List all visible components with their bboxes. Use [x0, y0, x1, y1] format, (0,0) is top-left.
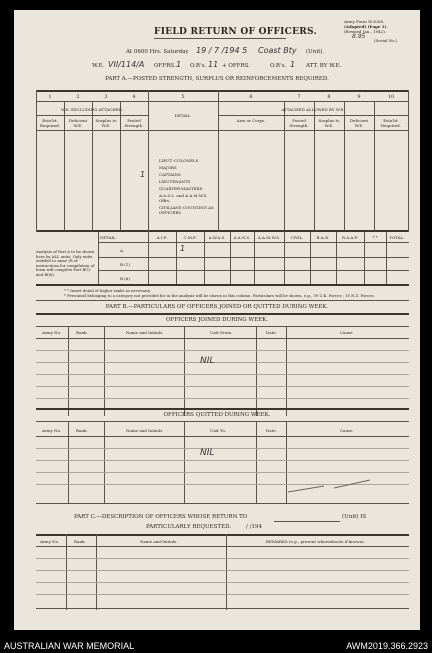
posted-strength-entry: 1	[140, 170, 146, 179]
offrs-entry: 1	[176, 60, 182, 69]
rank-captains: CAPTAINS	[159, 172, 181, 177]
col-border-10	[408, 90, 409, 232]
part-a-heading: PART A.—POSTED STRENGTH, SURPLUS OR REINFORCEMENTS REQUIRED.	[105, 76, 329, 82]
serial-number: 8.95	[352, 33, 366, 40]
analysis-row-b2: B.(ii)	[120, 276, 130, 281]
unit-entry: Coast Bty	[258, 46, 297, 55]
col-number-4: 4	[132, 94, 136, 100]
we-label: W.E.	[92, 63, 105, 69]
date-entry: 19 / 7 /194 5	[196, 46, 248, 55]
analysis-header-other: * *	[372, 235, 378, 240]
part-c-header-rank: Rank.	[74, 539, 86, 544]
jb-col-4	[256, 326, 257, 416]
quitted-header-cause: Cause.	[340, 428, 354, 433]
joined-title-line	[36, 326, 409, 327]
att-label: ATT. BY W.E.	[306, 63, 342, 69]
form-ref-1: Army Form W.3008.	[344, 19, 385, 24]
part-c-header-name: Name and Initials.	[140, 539, 178, 544]
qb-col-2	[104, 421, 105, 503]
qb-rule-3	[36, 472, 409, 473]
we-entry: VII/114/A	[108, 60, 145, 69]
pc-col-3	[226, 534, 227, 610]
quitted-header-line	[36, 436, 409, 437]
pc-rule-4	[36, 594, 409, 595]
part-c-date-blank: / /194	[246, 524, 262, 530]
part-c-top-line	[36, 534, 409, 536]
group-we-excluding: W.E. EXCLUDING ATTACHED.	[60, 107, 124, 112]
quitted-top-line	[36, 408, 409, 410]
analysis-header-raaf: R.A.A.F.	[341, 235, 359, 240]
part-c-header-remarks: REMARKS (e.g., present whereabouts if known).	[266, 539, 365, 544]
ors-entry: 11	[208, 60, 219, 69]
part-c-header-line	[36, 546, 409, 547]
analysis-header-cmf: C.M.F.	[183, 235, 197, 240]
jb-rule-2	[36, 362, 409, 363]
pc-col-2	[96, 534, 97, 610]
pc-rule-1	[36, 558, 409, 559]
analysis-header-ran: R.A.N.	[316, 235, 330, 240]
part-b-heading: PART B.—PARTICULARS OF OFFICERS JOINED OR QUITTED DURING WEEK.	[105, 304, 329, 310]
joined-header-rank: Rank.	[76, 330, 88, 335]
at-line: At 0600 Hrs. Saturday	[126, 49, 189, 55]
quitted-header-date: Date.	[266, 428, 277, 433]
part-a-top-border	[36, 90, 409, 92]
ors-label: O.R's.	[190, 63, 207, 69]
sub-header-1: Esta'bt. Required.	[40, 118, 60, 128]
rank-lieut-colonels: LIEUT.-COLONELS	[159, 158, 199, 163]
sub-header-5: DETAIL.	[174, 113, 192, 118]
col-number-1: 1	[48, 94, 52, 100]
jb-col-3	[184, 326, 185, 416]
jb-rule-4	[36, 386, 409, 387]
pc-rule-3	[36, 582, 409, 583]
note-category: * Personnel belonging to a category not provided for in the analysis will be shown in this column. Particulars will be shown, e.g., 39 U.K. Forces ; 10 N.Z. Forces.	[64, 293, 375, 298]
sub-header-3: Surplus to W.E.	[95, 118, 117, 128]
cmf-entry: 1	[180, 244, 186, 253]
form-sheet	[14, 10, 420, 630]
part-c-unit-blank	[274, 521, 340, 522]
jb-rule-3	[36, 374, 409, 375]
rank-civilians: CIVILIANS COUNTING AS OFFICERS	[159, 205, 214, 215]
joined-nil-entry: NIL	[200, 356, 215, 366]
joined-header-line	[36, 338, 409, 339]
quitted-bottom-line	[36, 503, 409, 504]
sub-header-10: Esta'bt. Required.	[381, 118, 401, 128]
form-ref-3: (Revised Jan., 1942).	[344, 29, 387, 34]
ors2-label: O.R's.	[270, 63, 287, 69]
rank-quarter-masters: QUARTER-MASTERS	[159, 186, 203, 191]
an-col-0	[98, 232, 99, 284]
col-number-5: 5	[181, 94, 185, 100]
jb-col-2	[104, 326, 105, 416]
pc-col-1	[66, 534, 67, 610]
col-number-10: 10	[387, 94, 395, 100]
unit-label: (Unit).	[306, 49, 325, 55]
jb-col-5	[286, 326, 287, 416]
part-c-unit-is: (Unit) IS	[342, 514, 367, 520]
col-border-4	[148, 90, 149, 232]
part-c-bottom-line	[36, 608, 409, 609]
plus-offrs-label: + OFFRS.	[222, 63, 250, 69]
sub-header-9: Deficient W.E.	[349, 118, 369, 128]
joined-header-army-no: Army No.	[42, 330, 62, 335]
form-title: FIELD RETURN OF OFFICERS.	[154, 27, 317, 37]
col-number-3: 3	[104, 94, 108, 100]
form-ref-2: (Adapted) (Page 1).	[344, 24, 388, 29]
joined-title: OFFICERS JOINED DURING WEEK.	[166, 317, 268, 323]
offrs-label: OFFRS.	[154, 63, 176, 69]
qb-col-1	[68, 421, 69, 503]
qb-rule-1	[36, 448, 409, 449]
analysis-header-aamws: A.A.M.W.S.	[257, 235, 281, 240]
quitted-header-unit-to: Unit To.	[210, 428, 227, 433]
archive-name: AUSTRALIAN WAR MEMORIAL	[4, 641, 135, 651]
part-b-heading-line	[36, 313, 409, 315]
jb-rule-1	[36, 350, 409, 351]
part-c-line2: PARTICULARLY REQUESTED.	[146, 524, 232, 530]
part-c-line1: PART C.—DESCRIPTION OF OFFICERS WHOSE RETURN TO	[74, 514, 248, 520]
jb-rule-5	[36, 398, 409, 399]
analysis-header-total: TOTAL.	[389, 235, 405, 240]
pc-rule-2	[36, 570, 409, 571]
qb-col-4	[256, 421, 257, 503]
analysis-row-b1: B.(1)	[120, 262, 130, 267]
col-number-2: 2	[76, 94, 80, 100]
quitted-nil-entry: NIL	[200, 448, 215, 458]
quitted-header-army-no: Army No.	[42, 428, 62, 433]
group-attached: ATTACHED ALLOWED BY W.E.	[281, 107, 345, 112]
sub-header-6: Arm or Corps.	[236, 118, 266, 123]
sub-header-4: Posted Strength.	[124, 118, 144, 128]
analysis-note: Analysis of Part A to be shown here by ALL units. Only units entitled to same (R of instructions for compilation of form will complete Part B(1) and B(ii)).	[36, 249, 95, 277]
joined-header-name: Name and Initials.	[126, 330, 164, 335]
ors2-entry: 1	[290, 60, 296, 69]
analysis-row-a: A.	[120, 248, 125, 253]
part-c-header-army-no: Army No.	[40, 539, 60, 544]
joined-header-cause: Cause.	[340, 330, 354, 335]
rank-lieutenants: LIEUTENANTS	[159, 179, 191, 184]
archive-footer	[0, 640, 432, 653]
note-higher-ranks: * * Insert detail of higher ranks as necessary.	[64, 288, 151, 293]
col-number-6: 6	[249, 94, 253, 100]
qb-col-3	[184, 421, 185, 503]
serial-label: (Serial No.)	[374, 38, 398, 43]
strike-mark	[284, 476, 374, 496]
jb-col-1	[68, 326, 69, 416]
rank-aasl: A.A.S.L. and A.A.M.W.S. Offrs.	[159, 193, 208, 203]
analysis-header-civil: CIVIL.	[290, 235, 304, 240]
part-b-top-line	[36, 300, 409, 301]
sub-header-8: Surplus to W.E.	[318, 118, 340, 128]
joined-header-date: Date.	[266, 330, 277, 335]
analysis-bottom-line	[36, 284, 409, 286]
sub-header-7: Posted Strength.	[289, 118, 309, 128]
analysis-header-detail: DETAIL.	[100, 235, 117, 240]
joined-header-unit-from: Unit From.	[210, 330, 233, 335]
qb-rule-2	[36, 460, 409, 461]
col-number-8: 8	[327, 94, 331, 100]
analysis-header-aans: A.A.N.S.	[233, 235, 251, 240]
analysis-header-awas: A.W.A.S.	[208, 235, 226, 240]
sub-header-2: Deficient W.E.	[68, 118, 88, 128]
col-number-9: 9	[357, 94, 361, 100]
rank-majors: MAJORS	[159, 165, 177, 170]
title-underline	[154, 38, 286, 39]
quitted-title: OFFICERS QUITTED DURING WEEK.	[163, 412, 271, 418]
quitted-title-line	[36, 421, 409, 422]
col-number-7: 7	[297, 94, 301, 100]
quitted-header-name: Name and Initials.	[126, 428, 164, 433]
quitted-header-rank: Rank.	[76, 428, 88, 433]
archive-reference: AWM2019.366.2923	[346, 641, 428, 651]
analysis-header-aif: A.I.F.	[156, 235, 168, 240]
